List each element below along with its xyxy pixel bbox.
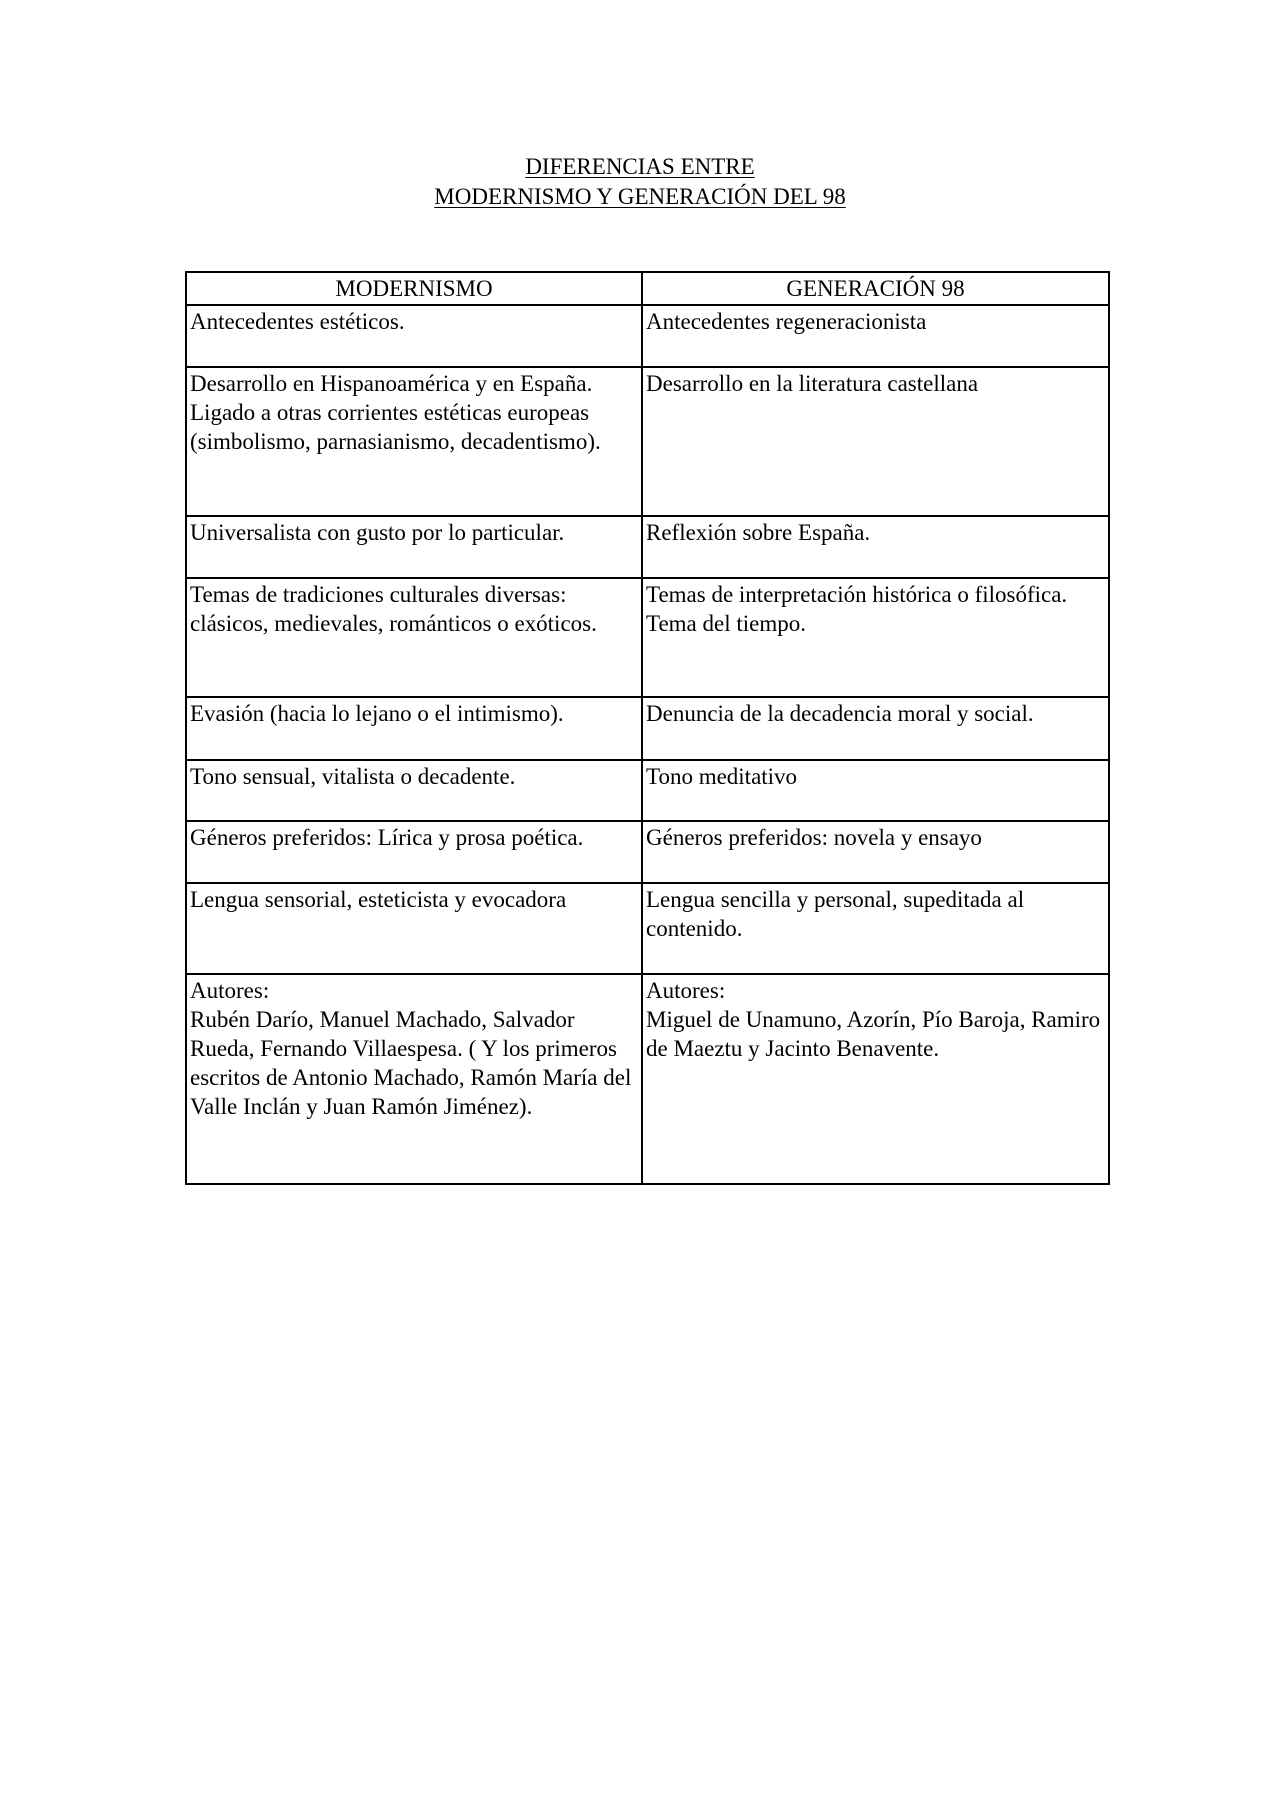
cell-modernismo: Autores: Rubén Darío, Manuel Machado, Salvador Rueda, Fernando Villaespesa. ( Y los primeros escritos de Antonio Machado, Ramón María del Valle Inclán y Juan Ramón Jiménez). (186, 974, 642, 1184)
table-row (186, 974, 1109, 1184)
cell-generacion-98: Tono meditativo (642, 760, 1109, 821)
column-header-modernismo: MODERNISMO (186, 272, 642, 305)
table-row (186, 578, 1109, 697)
comparison-table (185, 271, 1110, 1185)
cell-generacion-98: Géneros preferidos: novela y ensayo (642, 821, 1109, 883)
cell-generacion-98: Temas de interpretación histórica o filosófica. Tema del tiempo. (642, 578, 1109, 697)
cell-modernismo: Antecedentes estéticos. (186, 305, 642, 367)
cell-generacion-98: Antecedentes regeneracionista (642, 305, 1109, 367)
table-row (186, 760, 1109, 821)
cell-modernismo: Temas de tradiciones culturales diversas: clásicos, medievales, románticos o exóticos. (186, 578, 642, 697)
table-row (186, 883, 1109, 974)
column-header-generacion-98: GENERACIÓN 98 (642, 272, 1109, 305)
table-row (186, 367, 1109, 516)
table-row (186, 516, 1109, 578)
cell-modernismo: Géneros preferidos: Lírica y prosa poética. (186, 821, 642, 883)
cell-modernismo: Evasión (hacia lo lejano o el intimismo). (186, 697, 642, 760)
table-row (186, 821, 1109, 883)
cell-generacion-98: Lengua sencilla y personal, supeditada al contenido. (642, 883, 1109, 974)
cell-generacion-98: Reflexión sobre España. (642, 516, 1109, 578)
cell-generacion-98: Desarrollo en la literatura castellana (642, 367, 1109, 516)
cell-modernismo: Desarrollo en Hispanoamérica y en España. Ligado a otras corrientes estéticas europeas (simbolismo, parnasianismo, decadentismo). (186, 367, 642, 516)
cell-modernismo: Universalista con gusto por lo particular. (186, 516, 642, 578)
cell-generacion-98: Denuncia de la decadencia moral y social. (642, 697, 1109, 760)
page-title-line-1: DIFERENCIAS ENTRE (525, 154, 755, 179)
page-title (0, 152, 1280, 212)
cell-generacion-98: Autores: Miguel de Unamuno, Azorín, Pío Baroja, Ramiro de Maeztu y Jacinto Benavente. (642, 974, 1109, 1184)
table-header-row (186, 272, 1109, 305)
table-row (186, 697, 1109, 760)
table-row (186, 305, 1109, 367)
cell-modernismo: Lengua sensorial, esteticista y evocadora (186, 883, 642, 974)
cell-modernismo: Tono sensual, vitalista o decadente. (186, 760, 642, 821)
page-title-line-2: MODERNISMO Y GENERACIÓN DEL 98 (434, 184, 846, 209)
